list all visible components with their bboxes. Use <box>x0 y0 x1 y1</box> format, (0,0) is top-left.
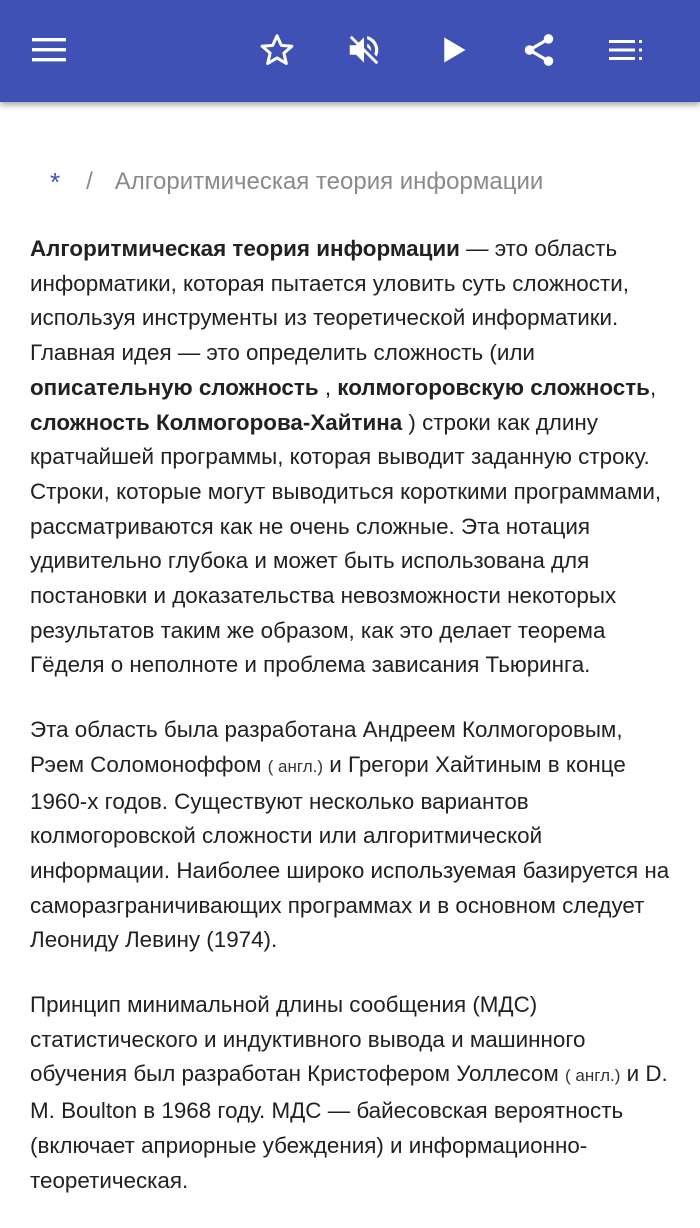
paragraph-text: и Грегори Хайтиным в конце 1960-х годов. Существуют несколько вариантов колмогоровской сложности или алгоритмической информации. Наиболее широко используемая базируется на саморазграничивающих программах и в основном следует Леониду Левину (1974). <box>30 751 670 953</box>
term-link[interactable]: колмогоровскую сложность <box>337 374 650 400</box>
language-note[interactable]: ( англ.) <box>565 1066 621 1086</box>
article-paragraph <box>30 232 675 683</box>
toc-button[interactable] <box>599 22 655 78</box>
star-outline-icon <box>258 32 296 68</box>
hamburger-icon <box>32 37 68 63</box>
paragraph-text: Принцип минимальной длины сообщения (МДС) статистического и индуктивного вывода и машинного обучения был разработан Кристофером Уоллесом <box>30 992 586 1087</box>
paragraph-text: , <box>649 374 657 400</box>
volume-off-icon <box>345 31 383 69</box>
mute-button[interactable] <box>336 22 392 78</box>
term-link[interactable]: описательную сложность <box>30 374 319 400</box>
favorite-button[interactable] <box>249 22 305 78</box>
article-body <box>30 232 675 1228</box>
share-icon <box>520 31 558 69</box>
article-title-term: Алгоритмическая теория информации <box>30 236 460 261</box>
share-button[interactable] <box>511 22 567 78</box>
play-icon <box>438 35 468 65</box>
term-link[interactable]: сложность Колмогорова-Хайтина <box>30 409 403 435</box>
article-paragraph <box>30 713 675 958</box>
paragraph-text: и D. M. Boulton в 1968 году. МДС — байесовская вероятность (включает априорные убеждения) и информационно-теоретическая. <box>30 1061 668 1193</box>
play-button[interactable] <box>425 22 481 78</box>
app-toolbar <box>0 0 700 102</box>
menu-button[interactable] <box>22 22 78 78</box>
breadcrumb-current: Алгоритмическая теория информации <box>114 168 544 195</box>
paragraph-text: — это область информатики, которая пытается уловить суть сложности, используя инструменты из теоретической информатики. Главная идея — это определить сложность (или <box>30 236 629 366</box>
paragraph-text: , <box>318 374 338 400</box>
breadcrumb-separator: / <box>86 168 93 195</box>
language-note[interactable]: ( англ.) <box>267 756 324 776</box>
paragraph-text: Эта область была разработана Андреем Колмогоровым, Рэем Соломоноффом <box>30 717 623 777</box>
list-icon <box>609 38 645 62</box>
breadcrumb-home-link[interactable]: * <box>50 166 61 197</box>
paragraph-text: ) строки как длину кратчайшей программы, которая выводит заданную строку. Строки, которые могут выводиться короткими программами, рассматриваются как не очень сложные. Эта нотация удивительно глубока и может быть использована для постановки и доказательства невозможности некоторых результатов таким же образом, как это делает теорема Гёделя о неполноте и проблема зависания Тьюринга. <box>30 409 662 678</box>
breadcrumb <box>50 166 543 198</box>
